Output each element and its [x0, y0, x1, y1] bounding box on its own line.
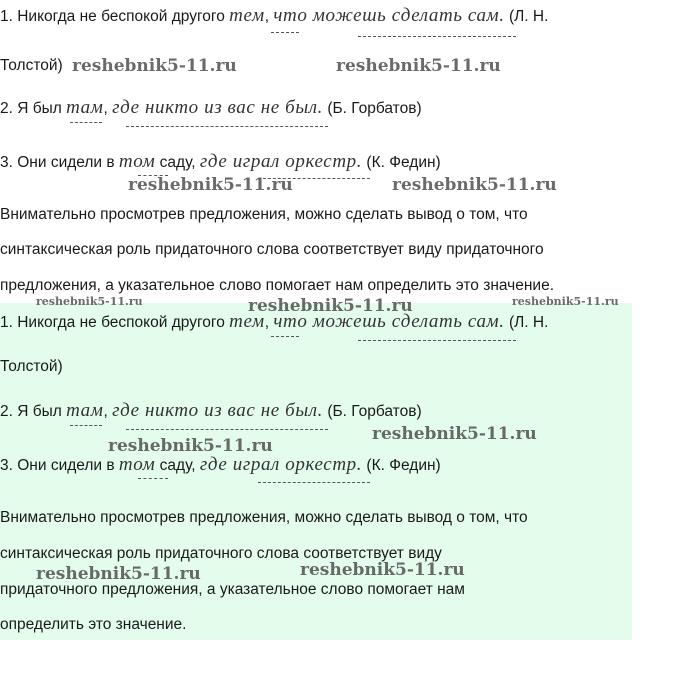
subordinate-clause: где никто из вас не был.: [112, 400, 324, 421]
demonstrative-word: там: [66, 97, 104, 118]
watermark: reshebnik5-11.ru: [248, 296, 413, 316]
demonstrative-word: том: [118, 454, 156, 475]
subordinate-clause: что можешь сделать сам.: [273, 5, 505, 26]
watermark: reshebnik5-11.ru: [392, 175, 557, 195]
underline: [126, 429, 328, 430]
punct: ,: [103, 100, 113, 117]
author: (Л. Н.: [504, 314, 549, 331]
watermark: reshebnik5-11.ru: [72, 56, 237, 76]
conclusion-line: Внимательно просмотрев предложения, можно сделать вывод о том, что: [0, 206, 528, 223]
punct: ,: [264, 8, 274, 25]
author: (К. Федин): [362, 457, 441, 474]
sentence-text: саду,: [155, 154, 200, 171]
conclusion-line: синтаксическая роль придаточного слова соответствует виду придаточного: [0, 241, 544, 258]
watermark: reshebnik5-11.ru: [336, 56, 501, 76]
watermark: reshebnik5-11.ru: [128, 175, 293, 195]
watermark: reshebnik5-11.ru: [300, 560, 465, 580]
underline: [138, 478, 168, 479]
sentence-text: 3. Они сидели в: [0, 154, 119, 171]
sentence-text: 2. Я был: [0, 403, 67, 420]
author: (Л. Н.: [504, 8, 549, 25]
author: (Б. Горбатов): [323, 100, 422, 117]
conclusion-line: предложения, а указательное слово помогает нам определить это значение.: [0, 277, 555, 294]
subordinate-clause: где никто из вас не был.: [112, 97, 324, 118]
sentence-1: [0, 6, 548, 27]
author: (Б. Горбатов): [323, 403, 422, 420]
sentence-3: [0, 455, 441, 476]
watermark: reshebnik5-11.ru: [36, 295, 143, 308]
watermark: reshebnik5-11.ru: [36, 564, 201, 584]
watermark: reshebnik5-11.ru: [372, 424, 537, 444]
sentence-3: [0, 152, 441, 173]
sentence-text: 3. Они сидели в: [0, 457, 119, 474]
underline: [70, 122, 102, 123]
punct: ,: [103, 403, 113, 420]
conclusion-line: определить это значение.: [0, 616, 187, 633]
conclusion-line: придаточного предложения, а указательное слово помогает нам: [0, 581, 465, 598]
sentence-text: 2. Я был: [0, 100, 67, 117]
watermark: reshebnik5-11.ru: [108, 436, 273, 456]
underline: [271, 32, 299, 33]
demonstrative-word: тем: [229, 311, 265, 332]
demonstrative-word: тем: [229, 5, 265, 26]
underline: [126, 126, 328, 127]
conclusion-line: синтаксическая роль придаточного слова соответствует виду: [0, 545, 442, 562]
punct: ,: [264, 314, 274, 331]
sentence-1-author: Толстой): [0, 57, 63, 74]
subordinate-clause: где играл оркестр.: [199, 151, 363, 172]
underline: [358, 36, 516, 37]
author: (К. Федин): [362, 154, 441, 171]
conclusion-line: Внимательно просмотрев предложения, можно сделать вывод о том, что: [0, 509, 528, 526]
watermark: reshebnik5-11.ru: [512, 295, 619, 308]
demonstrative-word: там: [66, 400, 104, 421]
underline: [358, 340, 516, 341]
demonstrative-word: том: [118, 151, 156, 172]
sentence-2: [0, 401, 422, 422]
sentence-2: [0, 98, 422, 119]
subordinate-clause: что можешь сделать сам.: [273, 311, 505, 332]
sentence-text: саду,: [155, 457, 200, 474]
sentence-1-author: Толстой): [0, 358, 63, 375]
sentence-text: 1. Никогда не беспокой другого: [0, 8, 230, 25]
underline: [258, 482, 370, 483]
sentence-text: 1. Никогда не беспокой другого: [0, 314, 230, 331]
subordinate-clause: где играл оркестр.: [199, 454, 363, 475]
underline: [271, 336, 299, 337]
underline: [70, 425, 102, 426]
